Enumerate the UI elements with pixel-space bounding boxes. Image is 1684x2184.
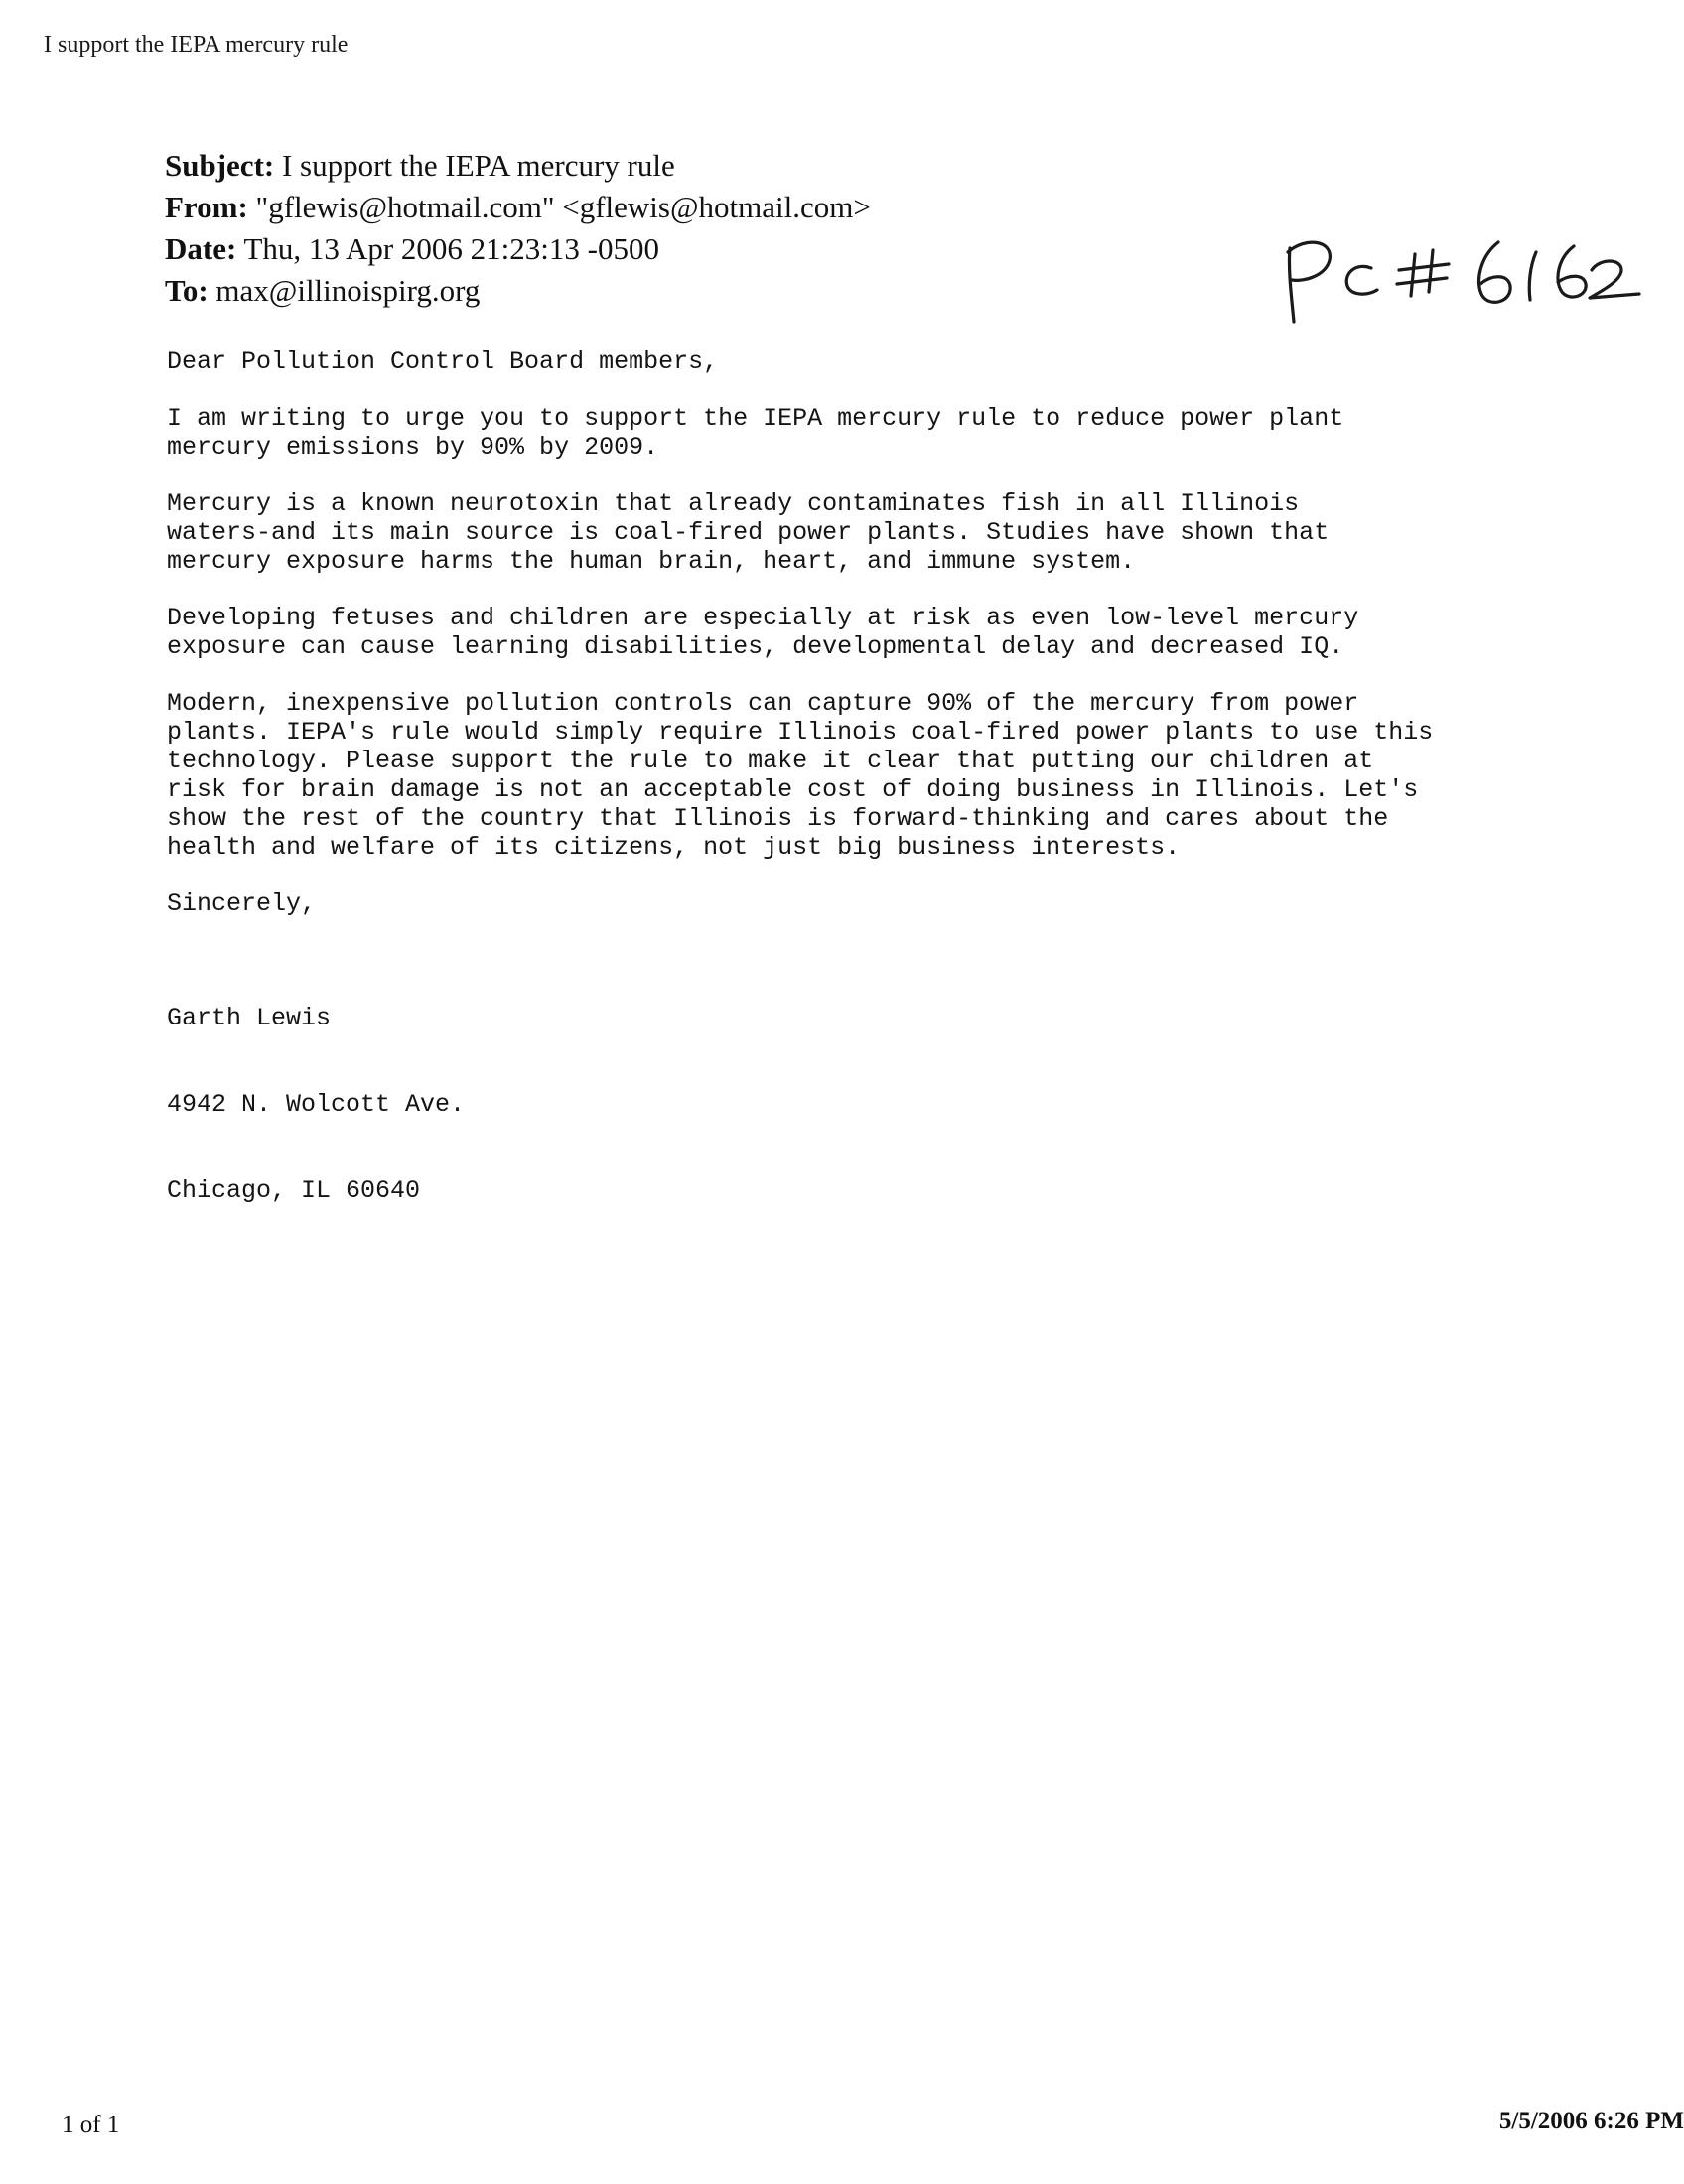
signature-block bbox=[167, 946, 1636, 1263]
subject-label: Subject: bbox=[165, 148, 275, 183]
handwritten-annotation-drawing bbox=[1276, 230, 1643, 330]
handwritten-annotation bbox=[1276, 230, 1643, 330]
email-headers bbox=[165, 145, 871, 312]
page-count: 1 of 1 bbox=[62, 2112, 120, 2138]
letter-closing: Sincerely, bbox=[167, 889, 317, 918]
signature-street: 4942 N. Wolcott Ave. bbox=[167, 1090, 466, 1119]
subject-value: I support the IEPA mercury rule bbox=[281, 148, 675, 183]
letter-paragraph: Modern, inexpensive pollution controls can capture 90% of the mercury from power plants. IEPA's rule would simply require Illinois coal-fired power plants to use this technology. Please support the rule to make it clear that putting our children at risk for brain damage is not an acceptable cost of doing business in Illinois. Let's show the rest of the country that Illinois is forward-thinking and cares about the health and welfare of its citizens, not just big business interests. bbox=[167, 689, 1434, 862]
letter-paragraph: Mercury is a known neurotoxin that already contaminates fish in all Illinois waters-and its main source is coal-fired power plants. Studies have shown that mercury exposure harms the human brain, heart, and immune system. bbox=[167, 489, 1330, 576]
subject-row bbox=[165, 145, 871, 187]
to-value: max@illinoispirg.org bbox=[215, 273, 481, 308]
from-row bbox=[165, 187, 871, 228]
from-value: "gflewis@hotmail.com" <gflewis@hotmail.com> bbox=[255, 190, 871, 224]
page-header-title: I support the IEPA mercury rule bbox=[44, 32, 349, 58]
letter-body bbox=[167, 347, 1636, 1291]
letter-paragraph: I am writing to urge you to support the IEPA mercury rule to reduce power plant mercury emissions by 90% by 2009. bbox=[167, 404, 1344, 462]
handwritten-annotation-text bbox=[1276, 330, 1277, 331]
date-value: Thu, 13 Apr 2006 21:23:13 -0500 bbox=[243, 231, 659, 266]
date-row bbox=[165, 228, 871, 270]
signature-city: Chicago, IL 60640 bbox=[167, 1176, 421, 1205]
signature-name: Garth Lewis bbox=[167, 1004, 332, 1032]
letter-paragraph: Developing fetuses and children are especially at risk as even low-level mercury exposure can cause learning disabilities, developmental delay and decreased IQ. bbox=[167, 604, 1359, 661]
letter-greeting: Dear Pollution Control Board members, bbox=[167, 347, 719, 376]
from-label: From: bbox=[165, 190, 248, 224]
date-label: Date: bbox=[165, 231, 237, 266]
to-label: To: bbox=[165, 273, 209, 308]
to-row bbox=[165, 270, 871, 312]
print-timestamp: 5/5/2006 6:26 PM bbox=[1498, 2108, 1684, 2134]
